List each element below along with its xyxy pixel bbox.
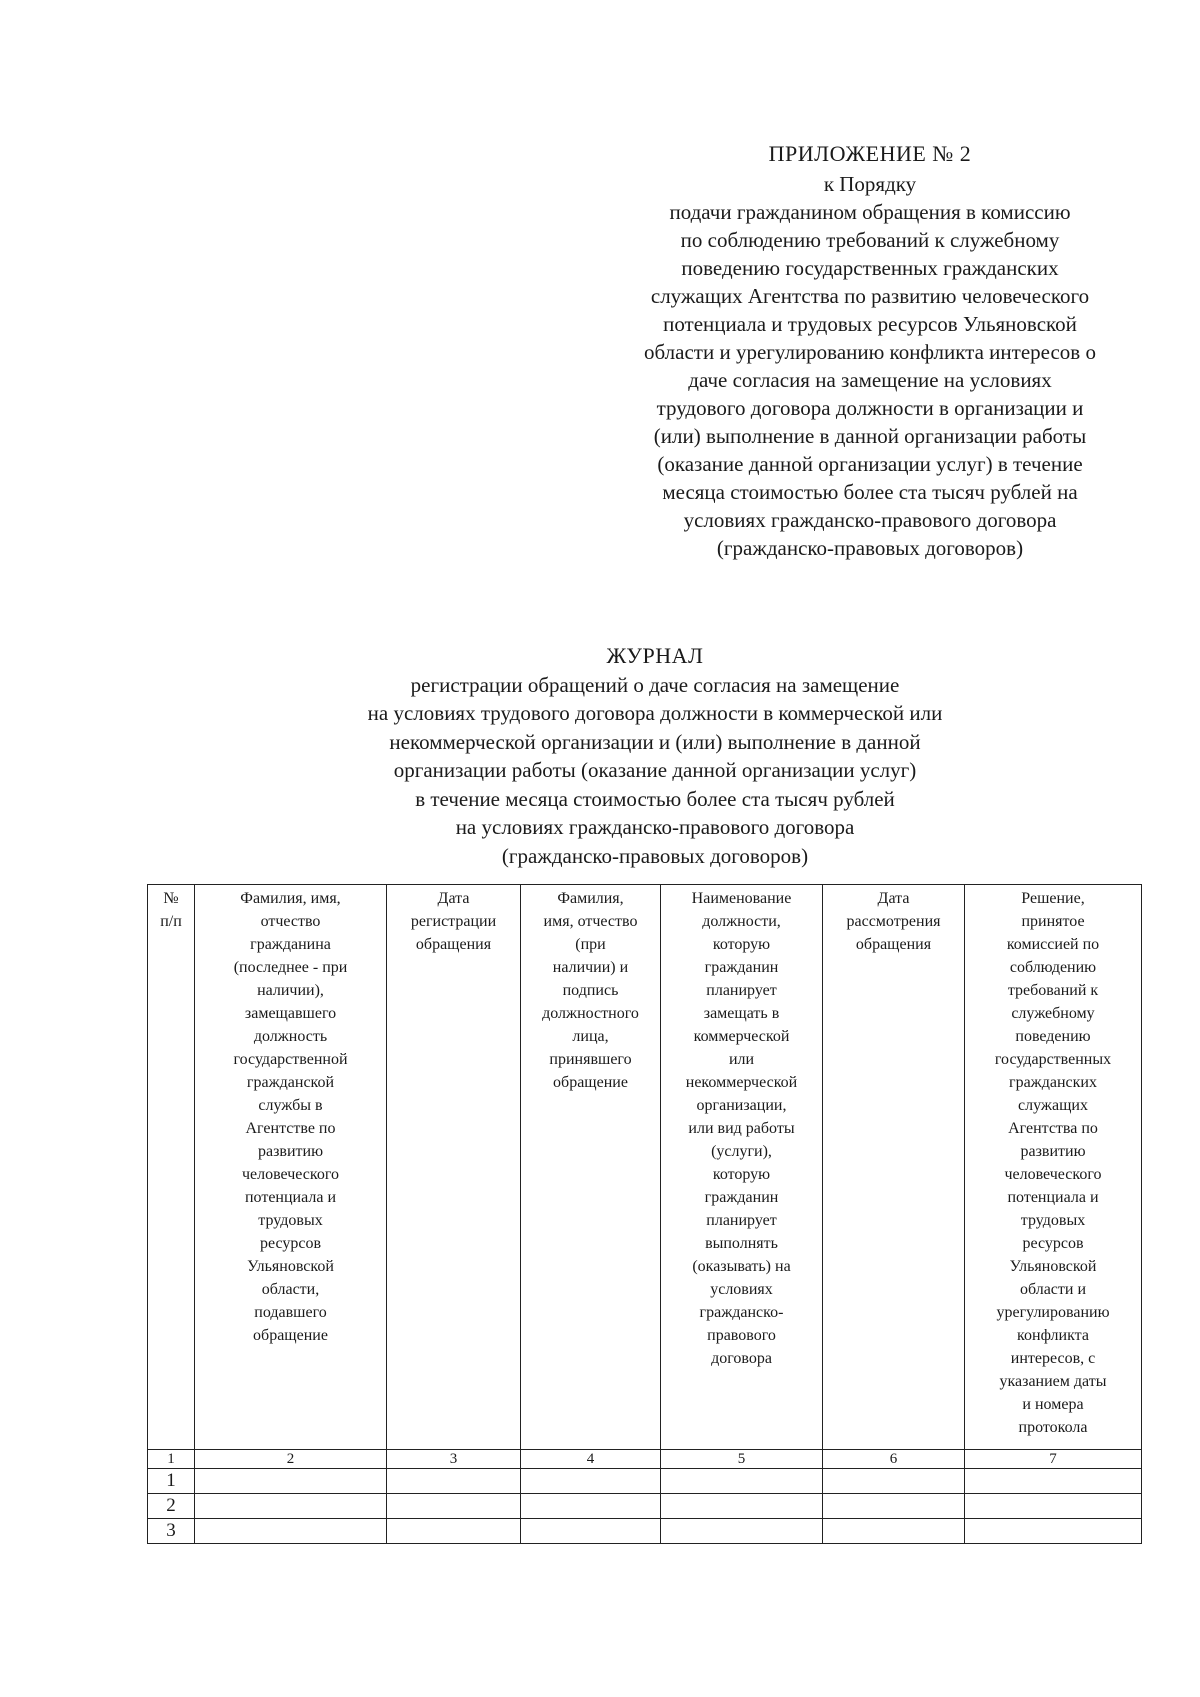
empty-cell — [521, 1469, 661, 1494]
empty-cell — [521, 1494, 661, 1519]
header-text-line: протокола — [1018, 1419, 1088, 1436]
journal-line: организации работы (оказание данной организации услуг) — [393, 758, 917, 782]
header-text-line: лица, — [572, 1028, 609, 1045]
header-text-line: выполнять — [705, 1235, 778, 1252]
appendix-line: (оказание данной организации услуг) в течение — [657, 452, 1083, 476]
header-text-line: (услуги), — [711, 1143, 772, 1160]
header-text-line: имя, отчество — [543, 913, 638, 930]
header-cell-position-name — [661, 885, 823, 1450]
header-text-line: гражданин — [704, 1189, 779, 1206]
empty-cell — [195, 1519, 387, 1544]
header-text-line: или вид работы — [688, 1120, 795, 1137]
header-text-line: (оказывать) на — [692, 1258, 791, 1275]
header-text-line: № — [163, 890, 179, 907]
empty-cell — [195, 1494, 387, 1519]
header-text-line: Наименование — [691, 890, 792, 907]
header-text-line: соблюдению — [1009, 959, 1097, 976]
column-number: 2 — [195, 1450, 387, 1469]
empty-cell — [387, 1519, 521, 1544]
header-text-line: (при — [575, 936, 606, 953]
header-text-line: области, — [261, 1281, 320, 1298]
header-text-line: государственной — [233, 1051, 348, 1068]
column-number: 5 — [661, 1450, 823, 1469]
appendix-line: трудового договора должности в организации и — [656, 396, 1084, 420]
appendix-line: служащих Агентства по развитию человеческого — [650, 284, 1090, 308]
journal-line: (гражданско-правовых договоров) — [501, 843, 809, 868]
header-text-line: планирует — [706, 1212, 777, 1229]
appendix-line: месяца стоимостью более ста тысяч рублей на — [662, 480, 1078, 504]
header-text-line: урегулированию — [996, 1304, 1110, 1321]
header-text-line: которую — [712, 1166, 771, 1183]
header-text-line: служебному — [1011, 1005, 1095, 1022]
appendix-line: поведению государственных гражданских — [681, 256, 1059, 280]
header-text-line: комиссией по — [1006, 936, 1100, 953]
header-text-line: рассмотрения — [846, 913, 941, 930]
empty-cell — [387, 1494, 521, 1519]
appendix-line: подачи гражданином обращения в комиссию — [669, 200, 1071, 224]
header-text-line: замещать в — [703, 1005, 780, 1022]
header-text-line: принявшего — [549, 1051, 632, 1068]
header-text-line: ресурсов — [259, 1235, 322, 1252]
empty-cell — [661, 1519, 823, 1544]
empty-cell — [387, 1469, 521, 1494]
journal-heading: ЖУРНАЛ — [606, 643, 704, 668]
header-text-line: гражданина — [250, 936, 331, 953]
header-text-line: замещавшего — [244, 1005, 337, 1022]
header-text-line: государственных — [994, 1051, 1112, 1068]
empty-cell — [195, 1469, 387, 1494]
header-text-line: области и — [1019, 1281, 1087, 1298]
header-text-line: п/п — [160, 913, 182, 930]
header-text-line: трудовых — [258, 1212, 323, 1229]
header-text-line: трудовых — [1020, 1212, 1086, 1229]
appendix-line: потенциала и трудовых ресурсов Ульяновской — [663, 312, 1077, 336]
header-text-line: гражданской — [246, 1074, 335, 1091]
header-text-line: интересов, с — [1010, 1350, 1096, 1367]
journal-line: на условиях трудового договора должности в коммерческой или — [367, 701, 943, 725]
table-header-row — [148, 885, 1142, 1450]
header-text-line: Ульяновской — [247, 1258, 334, 1275]
header-text-line: служащих — [1018, 1097, 1088, 1114]
header-text-line: регистрации — [410, 913, 497, 930]
appendix-line: даче согласия на замещение на условиях — [688, 368, 1052, 392]
header-cell-number — [148, 885, 195, 1450]
header-text-line: Ульяновской — [1009, 1258, 1097, 1275]
appendix-line: условиях гражданско-правового договора — [683, 508, 1057, 532]
header-text-line: или — [728, 1051, 755, 1068]
journal-line: в течение месяца стоимостью более ста тысяч рублей — [415, 786, 895, 811]
header-text-line: указанием даты — [999, 1373, 1107, 1390]
header-text-line: подпись — [562, 982, 619, 999]
header-text-line: принятое — [1021, 913, 1085, 930]
journal-title-block — [300, 642, 1010, 870]
header-text-line: поведению — [1015, 1028, 1091, 1045]
header-cell-review-date — [823, 885, 965, 1450]
header-text-line: человеческого — [241, 1166, 340, 1183]
empty-cell — [823, 1469, 965, 1494]
header-text-line: развитию — [257, 1143, 324, 1160]
header-text-line: Решение, — [1021, 890, 1085, 907]
empty-cell — [521, 1519, 661, 1544]
header-text-line: (последнее - при — [233, 959, 348, 976]
header-cell-commission-decision — [965, 885, 1142, 1450]
header-text-line: планирует — [706, 982, 777, 999]
header-text-line: обращение — [553, 1074, 628, 1091]
header-text-line: требований к — [1007, 982, 1099, 999]
header-text-line: развитию — [1020, 1143, 1086, 1160]
empty-cell — [965, 1469, 1142, 1494]
header-text-line: коммерческой — [693, 1028, 790, 1045]
journal-line: регистрации обращений о даче согласия на замещение — [410, 672, 900, 697]
header-cell-applicant-name — [195, 885, 387, 1450]
row-number: 1 — [148, 1469, 195, 1494]
column-number-row — [148, 1450, 1142, 1469]
header-text-line: наличии) и — [552, 959, 629, 976]
journal-line: на условиях гражданско-правового договора — [455, 815, 855, 839]
empty-cell — [661, 1469, 823, 1494]
row-number: 2 — [148, 1494, 195, 1519]
header-text-line: наличии), — [257, 982, 324, 999]
table-row — [148, 1519, 1142, 1544]
header-cell-registration-date — [387, 885, 521, 1450]
table-row — [148, 1469, 1142, 1494]
header-text-line: Фамилия, — [557, 890, 624, 907]
column-number: 4 — [521, 1450, 661, 1469]
header-text-line: подавшего — [254, 1304, 327, 1321]
header-text-line: некоммерческой — [685, 1074, 798, 1091]
appendix-line: по соблюдению требований к служебному — [680, 228, 1060, 252]
appendix-block — [610, 140, 1130, 562]
header-text-line: должность — [253, 1028, 328, 1045]
header-text-line: гражданских — [1009, 1074, 1097, 1091]
header-text-line: и номера — [1022, 1396, 1084, 1413]
journal-table — [147, 884, 1142, 1544]
header-text-line: Дата — [877, 890, 910, 907]
header-text-line: должности, — [702, 913, 781, 930]
header-text-line: гражданин — [704, 959, 779, 976]
header-text-line: должностного — [542, 1005, 639, 1022]
header-text-line: которую — [712, 936, 771, 953]
header-text-line: службы в — [258, 1097, 323, 1114]
journal-line: некоммерческой организации и (или) выполнение в данной — [389, 729, 921, 754]
header-text-line: обращение — [253, 1327, 328, 1344]
column-number: 6 — [823, 1450, 965, 1469]
header-text-line: условиях — [710, 1281, 773, 1298]
empty-cell — [965, 1494, 1142, 1519]
appendix-line: к Порядку — [823, 172, 917, 196]
empty-cell — [823, 1519, 965, 1544]
empty-cell — [823, 1494, 965, 1519]
header-text-line: Агентстве по — [245, 1120, 336, 1137]
header-cell-receiving-official — [521, 885, 661, 1450]
header-text-line: обращения — [855, 936, 932, 953]
header-text-line: организации, — [696, 1097, 787, 1114]
column-number: 3 — [387, 1450, 521, 1469]
header-text-line: человеческого — [1004, 1166, 1102, 1183]
header-text-line: потенциала и — [244, 1189, 337, 1206]
header-text-line: Дата — [437, 890, 470, 907]
header-text-line: Агентства по — [1008, 1120, 1098, 1137]
header-text-line: договора — [711, 1350, 772, 1367]
header-text-line: обращения — [415, 936, 492, 953]
column-number: 1 — [148, 1450, 195, 1469]
column-number: 7 — [965, 1450, 1142, 1469]
header-text-line: отчество — [260, 913, 321, 930]
appendix-line: (или) выполнение в данной организации работы — [653, 424, 1087, 448]
appendix-line: области и урегулированию конфликта интересов о — [644, 340, 1096, 364]
table-row — [148, 1494, 1142, 1519]
row-number: 3 — [148, 1519, 195, 1544]
header-text-line: ресурсов — [1022, 1235, 1084, 1252]
header-text-line: потенциала и — [1007, 1189, 1099, 1206]
header-text-line: гражданско- — [699, 1304, 784, 1321]
empty-cell — [661, 1494, 823, 1519]
header-text-line: правового — [707, 1327, 776, 1344]
header-text-line: Фамилия, имя, — [240, 890, 341, 907]
empty-cell — [965, 1519, 1142, 1544]
appendix-heading: ПРИЛОЖЕНИЕ № 2 — [768, 141, 972, 166]
appendix-line: (гражданско-правовых договоров) — [716, 536, 1024, 560]
header-text-line: конфликта — [1017, 1327, 1089, 1344]
